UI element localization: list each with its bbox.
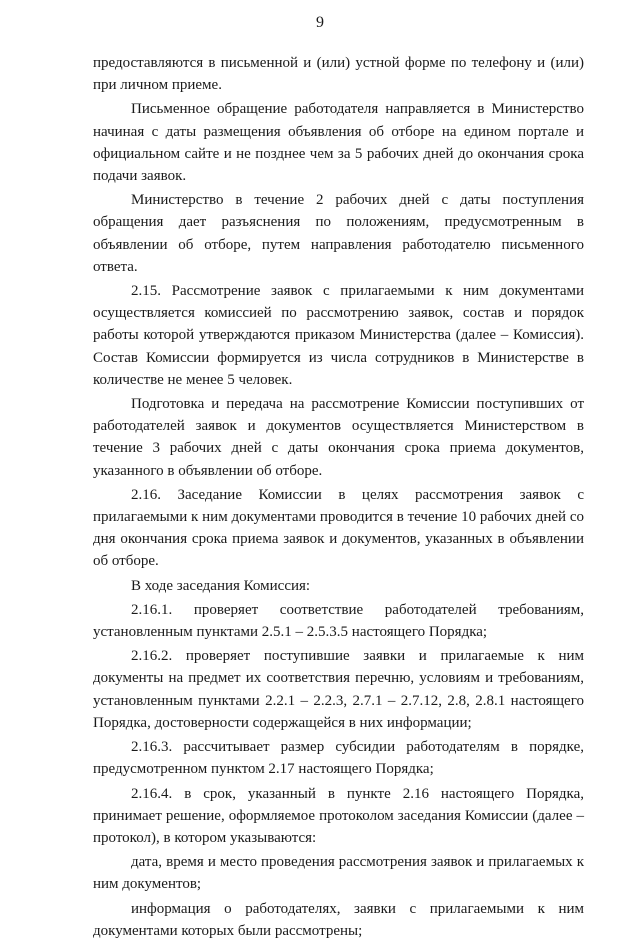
document-body [93, 52, 584, 944]
paragraph-2: Письменное обращение работодателя направляется в Министерство начиная с даты размещения объявления об отборе на едином портале и официальном сайте и не позднее чем за 5 рабочих дней до окончания срока подачи заявок. [93, 101, 584, 185]
paragraph-10: 2.16.3. рассчитывает размер субсидии работодателям в порядке, предусмотренном пунктом 2.17 настоящего Порядка; [93, 739, 584, 778]
paragraph-1: предоставляются в письменной и (или) устной форме по телефону и (или) при личном приеме. [93, 55, 584, 94]
paragraph-6: 2.16. Заседание Комиссии в целях рассмотрения заявок с прилагаемыми к ним документами проводится в течение 10 рабочих дней со дня окончания срока приема заявок и документов, указанных в объявлении об отборе. [93, 486, 584, 570]
paragraph-7: В ходе заседания Комиссия: [131, 577, 311, 594]
paragraph-8: 2.16.1. проверяет соответствие работодателей требованиям, установленным пунктами 2.5.1 – 2.5.3.5 настоящего Порядка; [93, 601, 584, 641]
paragraph-3: Министерство в течение 2 рабочих дней с даты поступления обращения дает разъяснения по положениям, предусмотренным в объявлении об отборе, путем направления работодателю письменного ответа. [93, 192, 584, 275]
paragraph-9: 2.16.2. проверяет поступившие заявки и прилагаемые к ним документы на предмет их соответствия перечню, условиям и требованиям, установленным пунктами 2.2.1 – 2.2.3, 2.7.1 – 2.7.12, 2.8, 2.8.1 настоящего Порядка, достоверности содержащейся в них информации; [93, 648, 584, 731]
paragraph-5: Подготовка и передача на рассмотрение Комиссии поступивших от работодателей заявок и документов осуществляется Министерством в течение 3 рабочих дней с даты окончания срока приема документов, указанного в объявлении об отборе. [93, 396, 584, 479]
paragraph-4: 2.15. Рассмотрение заявок с прилагаемыми к ним документами осуществляется комиссией по рассмотрению заявок, состав и порядок работы которой утверждаются приказом Министерства (далее – Комиссия). Состав Комиссии формируется из числа сотрудников в Министерстве в количестве не менее 5 человек. [93, 283, 584, 388]
page-number: 9 [316, 14, 324, 31]
paragraph-12: дата, время и место проведения рассмотрения заявок и прилагаемых к ним документов; [93, 854, 584, 893]
paragraph-11: 2.16.4. в срок, указанный в пункте 2.16 настоящего Порядка, принимает решение, оформляемое протоколом заседания Комиссии (далее – протокол), в котором указываются: [93, 785, 584, 846]
paragraph-13: информация о работодателях, заявки с прилагаемыми к ним документами которых были рассмотрены; [93, 900, 584, 939]
